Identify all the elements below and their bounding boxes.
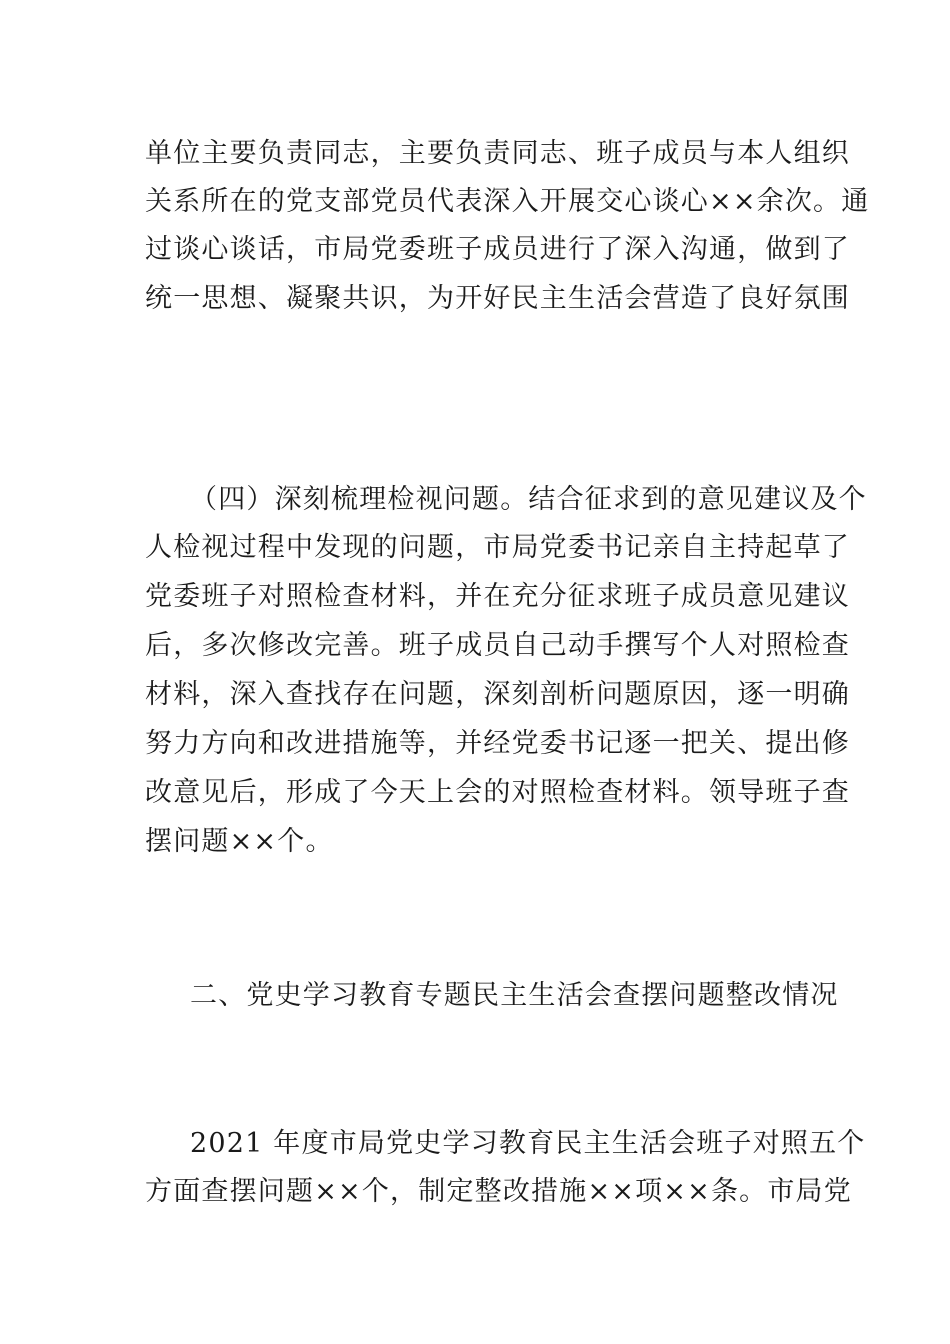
text-line: 后，多次修改完善。班子成员自己动手撰写个人对照检查 (145, 630, 850, 661)
text-line: （四）深刻梳理检视问题。结合征求到的意见建议及个 (190, 484, 867, 515)
text-line: 过谈心谈话，市局党委班子成员进行了深入沟通，做到了 (145, 234, 850, 265)
text-line: 改意见后，形成了今天上会的对照检查材料。领导班子查 (145, 777, 850, 808)
text-line: 材料，深入查找存在问题，深刻剖析问题原因，逐一明确 (145, 679, 850, 710)
text-line: 努力方向和改进措施等，并经党委书记逐一把关、提出修 (145, 728, 850, 759)
text-line: 2021 年度市局党史学习教育民主生活会班子对照五个 (190, 1128, 866, 1159)
text-line: 摆问题××个。 (145, 826, 334, 857)
text-line: 党委班子对照检查材料，并在充分征求班子成员意见建议 (145, 581, 850, 612)
section-heading: 二、党史学习教育专题民主生活会查摆问题整改情况 (190, 980, 839, 1011)
text-line: 统一思想、凝聚共识，为开好民主生活会营造了良好氛围 (145, 283, 850, 314)
text-line: 关系所在的党支部党员代表深入开展交心谈心××余次。通 (145, 186, 870, 217)
text-line: 人检视过程中发现的问题，市局党委书记亲自主持起草了 (145, 532, 850, 563)
text-line: 单位主要负责同志，主要负责同志、班子成员与本人组织 (145, 138, 850, 169)
text-line: 方面查摆问题××个，制定整改措施××项××条。市局党 (145, 1176, 852, 1207)
